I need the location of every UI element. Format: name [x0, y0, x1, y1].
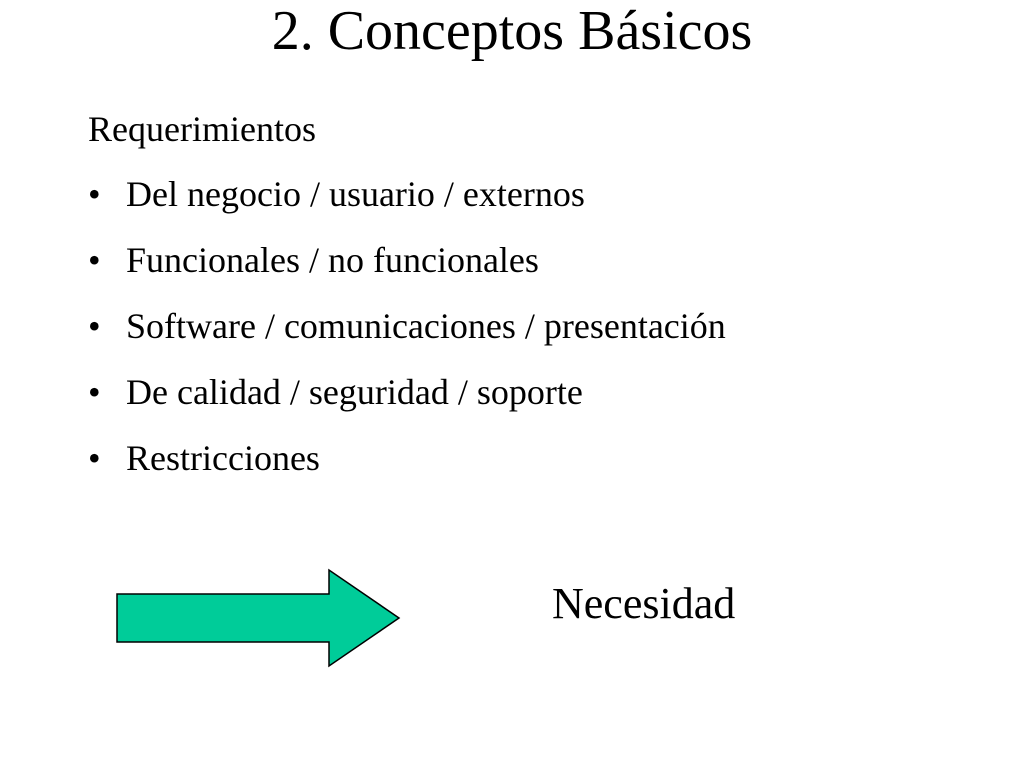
- slide-title: 2. Conceptos Básicos: [271, 0, 753, 62]
- arrow-shape: [117, 570, 399, 666]
- list-item-text: Restricciones: [126, 438, 320, 478]
- list-item-text: De calidad / seguridad / soporte: [126, 372, 583, 412]
- bullet-icon: •: [88, 438, 101, 478]
- bullet-icon: •: [88, 174, 101, 214]
- right-arrow-icon: [112, 566, 404, 670]
- list-item-text: Funcionales / no funcionales: [126, 240, 539, 280]
- bullet-icon: •: [88, 306, 101, 346]
- list-item-text: Del negocio / usuario / externos: [126, 174, 585, 214]
- requirements-heading: Requerimientos: [88, 109, 316, 149]
- bullet-icon: •: [88, 240, 101, 280]
- list-item-text: Software / comunicaciones / presentación: [126, 306, 726, 346]
- arrow-label: Necesidad: [552, 579, 736, 628]
- bullet-icon: •: [88, 372, 101, 412]
